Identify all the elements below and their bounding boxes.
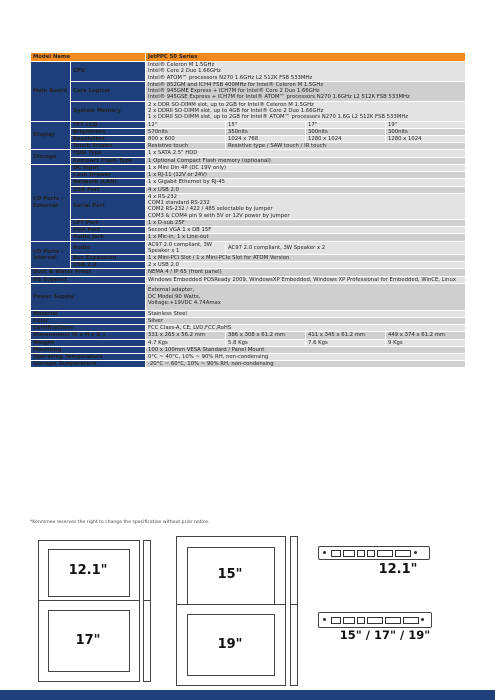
table-row	[31, 332, 466, 339]
table-row	[31, 346, 466, 353]
drawing-12-front	[38, 540, 140, 604]
cash-drawer-label: Cash Drawer	[71, 172, 146, 179]
table-row	[31, 81, 466, 101]
cpu-label: CPU	[71, 62, 146, 82]
table-row	[31, 361, 466, 368]
drawing-17-front	[38, 600, 140, 682]
core-logical-value: Intel® 852GM and ICH4 FSB 400MHz for Intel® Celeron M 1.5GHz Intel® 945GME Express + ICH7M for Intel® Core 2 Duo 1.66GHz Intel® 945GSE Express + ICH7M for Intel® ATOM™ processors N270 1.6GHz L2 512K FSB 533MHz	[146, 81, 466, 101]
os-value: Windows Embedded POSReady 2009, WindowsXP Embedded, Windows XP Professional for Embedded, WinCE, Linux	[146, 276, 466, 283]
audio-internal-other: AC97 2.0 compliant, 3W Speaker x 2	[226, 241, 466, 254]
touch-other: Resistive type / SAW touch / IR touch	[226, 143, 466, 150]
table-row	[31, 186, 466, 193]
table-row	[31, 193, 466, 219]
table-row	[31, 254, 466, 261]
dimensions-label: Dimensions( W x H x D )	[31, 332, 146, 339]
weight-15: 5.8 Kgs	[226, 339, 306, 346]
storage-temperature-value: -20°C ~ 60°C, 10% ~ 90% RH, non-condensing	[146, 361, 466, 368]
display-label: Display	[31, 121, 71, 150]
os-label: OS Support	[31, 276, 146, 283]
drawing-12-side	[143, 540, 151, 604]
vga-value: Second VGA 1 x DB 15F	[146, 227, 466, 234]
table-row	[31, 172, 466, 179]
main-board-label: Main Board	[31, 62, 71, 122]
power-label: Power Supply	[31, 283, 146, 310]
brightness-19: 300nits	[386, 128, 466, 135]
hdd-label: HDD Type	[71, 150, 146, 157]
table-row	[31, 227, 466, 234]
table-row	[31, 121, 466, 128]
touch-label: Touch Screen	[71, 143, 146, 150]
dimensions-17: 411 x 345 x 61.2 mm	[306, 332, 386, 339]
drawing-19-front	[176, 604, 286, 686]
table-row	[31, 310, 466, 317]
port-icon	[343, 617, 355, 624]
port-icon	[403, 617, 419, 624]
table-row	[31, 62, 466, 82]
rear-panel-12	[318, 546, 430, 560]
lpt-value: 1 x D-sub 25F	[146, 219, 466, 226]
resolution-17: 1280 x 1024	[306, 136, 386, 143]
cf-value: 1 Optional Compact Flash memory (optioanal)	[146, 157, 466, 164]
table-row	[31, 164, 466, 171]
resolution-label: Resolution	[71, 136, 146, 143]
tft-label: TFT LCD	[71, 121, 146, 128]
brightness-15: 350nits	[226, 128, 306, 135]
touch-12: Resistive touch	[146, 143, 226, 150]
port-icon	[385, 617, 401, 624]
model-name-value: JetPPC 50 Series	[146, 53, 466, 62]
cpu-value: Intel® Celeron M 1.5GHz Intel® Core 2 Duo 1.66GHz Intel® ATOM™ processors N270 1.6GHz L2 512K FSB 533MHz	[146, 62, 466, 82]
power-value: External adapter, DC Model:90 Watts, Voltage:+19VDC 4.74Amax	[146, 283, 466, 310]
resolution-19: 1280 x 1024	[386, 136, 466, 143]
table-row	[31, 143, 466, 150]
bus-expansion-label: Bus Expansion	[71, 254, 146, 261]
weight-label: Weight	[31, 339, 146, 346]
resolution-12: 800 x 600	[146, 136, 226, 143]
drawing-17-side	[143, 600, 151, 682]
port-icon	[323, 618, 326, 621]
spec-table	[30, 52, 466, 368]
usb-port-value: 4 x USB 2.0	[146, 186, 466, 193]
audio-internal-12: AC97 2.0 compliant, 3W Speaker x 1	[146, 241, 226, 254]
weight-19: 9 Kgs	[386, 339, 466, 346]
footnote: *Kenmmex reserves the right to change the specification without prior notice.	[30, 520, 210, 525]
system-memory-label: System Memory	[71, 101, 146, 121]
table-row	[31, 150, 466, 157]
table-row	[31, 317, 466, 324]
drawing-17-label: 17"	[75, 633, 101, 648]
weight-17: 7.6 Kgs	[306, 339, 386, 346]
tft-17: 17"	[306, 121, 386, 128]
dimensions-12: 331 x 265 x 56.2 mm	[146, 332, 226, 339]
port-icon	[395, 550, 411, 557]
rear-12-label: 12.1"	[378, 562, 418, 577]
io-external-label: I/O Ports -External	[31, 164, 71, 241]
table-row	[31, 339, 466, 346]
certifications-label: Certifications	[31, 325, 146, 332]
table-row	[31, 353, 466, 360]
port-icon	[343, 550, 355, 557]
operating-temperature-label: Operating Temperature	[31, 353, 146, 360]
usb-internal-value: 2 x USB 2.0	[146, 262, 466, 269]
port-icon	[421, 618, 424, 621]
port-icon	[414, 551, 417, 554]
port-icon	[377, 550, 393, 557]
table-row	[31, 325, 466, 332]
table-row	[31, 234, 466, 241]
port-icon	[367, 550, 375, 557]
cf-label: Compact Flash Type	[71, 157, 146, 164]
usb-port-label: USB Port	[71, 186, 146, 193]
brightness-12: 570nits	[146, 128, 226, 135]
dust-label: Dust & Water Proof	[31, 269, 146, 276]
serial-port-value: 4 x RS-232 COM1 standard RS-232 COM2 RS-232 / 422 / 485 selectable by jumper COM3 & COM4 pin 9 with 5V or 12V power by jumper	[146, 193, 466, 219]
hdd-value: 1 x SATA 2.5" HDD	[146, 150, 466, 157]
table-row	[31, 128, 466, 135]
table-row	[31, 276, 466, 283]
drawing-12-label: 12.1"	[68, 563, 108, 578]
cash-drawer-value: 1 x RJ-11 (12V or 24V)	[146, 172, 466, 179]
dimensions-15: 386 x 308 x 61.2 mm	[226, 332, 306, 339]
table-row	[31, 262, 466, 269]
storage-temperature-label: Storage Temperature	[31, 361, 146, 368]
drawing-15-label: 15"	[217, 567, 243, 582]
lan-value: 1 x Gigabit Ethernet by RJ-45	[146, 179, 466, 186]
lan-label: Network (LAN)	[71, 179, 146, 186]
table-row	[31, 241, 466, 254]
mounting-label: Mounting	[31, 346, 146, 353]
table-row	[31, 53, 466, 62]
dc-input-label: DC Input	[71, 164, 146, 171]
material-value: Stainless Steel	[146, 310, 466, 317]
footer-bar	[0, 690, 495, 700]
color-value: Silver	[146, 317, 466, 324]
dc-input-value: 1 x Mini Din 4P (DC 19V only)	[146, 164, 466, 171]
rear-15-17-19-label: 15" / 17" / 19"	[339, 628, 431, 642]
lpt-label: LPT Port	[71, 219, 146, 226]
drawing-19-side	[290, 604, 298, 686]
dimensions-19: 449 x 374 x 61.2 mm	[386, 332, 466, 339]
table-row	[31, 157, 466, 164]
tft-15: 15"	[226, 121, 306, 128]
core-logical-label: Core Logical	[71, 81, 146, 101]
port-icon	[357, 550, 365, 557]
tft-19: 19"	[386, 121, 466, 128]
drawing-19-label: 19"	[217, 637, 243, 652]
storage-label: Storage	[31, 150, 71, 164]
certifications-value: FCC Class-A, CE, LVD,FCC,RoHS	[146, 325, 466, 332]
audio-jack-value: 1 x Mic-in, 1 x Line-out	[146, 234, 466, 241]
rear-panel-15-17-19	[318, 612, 432, 628]
audio-internal-label: Audio	[71, 241, 146, 254]
table-row	[31, 283, 466, 310]
port-icon	[367, 617, 383, 624]
table-row	[31, 136, 466, 143]
io-internal-label: I/O Ports -Internal	[31, 241, 71, 269]
table-row	[31, 101, 466, 121]
model-name-label: Model Name	[31, 53, 146, 62]
brightness-label: Brightness	[71, 128, 146, 135]
table-row	[31, 179, 466, 186]
color-label: Color	[31, 317, 146, 324]
audio-jack-label: Audio Jack	[71, 234, 146, 241]
operating-temperature-value: 0°C ~ 40°C, 10% ~ 90% RH, non-condensing	[146, 353, 466, 360]
resolution-15: 1024 x 768	[226, 136, 306, 143]
serial-port-label: Serial Port	[71, 193, 146, 219]
brightness-17: 300nits	[306, 128, 386, 135]
table-row	[31, 219, 466, 226]
port-icon	[357, 617, 365, 624]
dust-value: NEMA 4 / IP 65 (front panel)	[146, 269, 466, 276]
weight-12: 4.7 Kgs	[146, 339, 226, 346]
usb-internal-label: USB 2.0	[71, 262, 146, 269]
port-icon	[331, 617, 341, 624]
bus-expansion-value: 1 x Mini-PCI Slot / 1 x Mini-PCIe Slot for ATOM Version	[146, 254, 466, 261]
system-memory-value: 2 x DDR SO-DIMM slot, up to 2GB for Intel® Celeron M 1.5GHz 2 x DDRII SO-DIMM slot, up to 4GB for Intel® Core 2 Duo 1.66GHz 1 x DDRII SO-DIMM slot, up to 2GB for Intel® ATOM™ processors N270 1.6G L2 512K FSB 533MHz	[146, 101, 466, 121]
port-icon	[323, 551, 326, 554]
material-label: Material	[31, 310, 146, 317]
mounting-value: 100 x 100mm VESA Standard / Panel Mount	[146, 346, 466, 353]
vga-label: VGA Port	[71, 227, 146, 234]
table-row	[31, 269, 466, 276]
tft-12: 12"	[146, 121, 226, 128]
port-icon	[331, 550, 341, 557]
